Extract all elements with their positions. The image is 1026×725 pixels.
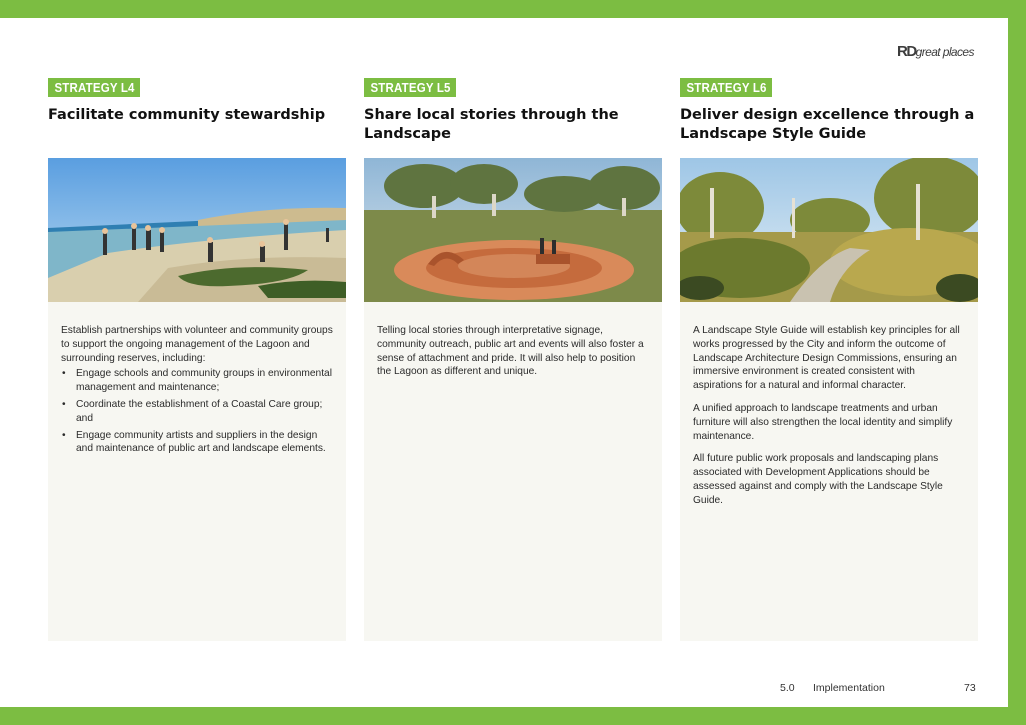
strategy-title: Share local stories through the Landscape (364, 107, 619, 142)
strategy-body (680, 302, 978, 641)
public-art-seating-photo (364, 158, 662, 302)
strategy-paragraph: All future public work proposals and landscaping plans associated with Development Applications should be assessed against and comply with the Landscape Style Guide. (693, 453, 943, 506)
strategy-body (364, 302, 662, 641)
strategy-paragraph: A unified approach to landscape treatments and urban furniture will also strengthen the local identity and simplify maintenance. (693, 402, 953, 442)
list-item: • Coordinate the establishment of a Coastal Care group; and (61, 398, 334, 426)
footer-section-number: 5.0 (780, 682, 795, 694)
strategy-badge: STRATEGY L6 (680, 78, 772, 97)
strategy-badge: STRATEGY L4 (48, 78, 140, 97)
strategy-l5-column (364, 78, 662, 641)
list-item: • Engage schools and community groups in environmental management and maintenance; (61, 367, 334, 395)
strategy-intro: Establish partnerships with volunteer and community groups to support the ongoing management of the Lagoon and surrounding reserves, including: (61, 325, 333, 364)
strategy-body (48, 302, 346, 641)
strategy-l6-column (680, 78, 978, 641)
document-page (0, 18, 1008, 707)
list-item: • Engage community artists and suppliers in the design and maintenance of public art and landscape elements. (61, 429, 334, 457)
beach-lagoon-photo (48, 158, 346, 302)
native-garden-photo (680, 158, 978, 302)
rd-great-places-logo (897, 43, 974, 61)
footer-section-title: Implementation (813, 682, 885, 694)
strategy-l4-column (48, 78, 346, 641)
strategy-paragraph: Telling local stories through interpretative signage, community outreach, public art and events will also foster a sense of attachment and pride. It will also help to position the Lagoon as different and unique. (377, 325, 644, 378)
strategy-badge: STRATEGY L5 (364, 78, 456, 97)
strategy-paragraph: A Landscape Style Guide will establish key principles for all works progressed by the City and inform the outcome of Landscape Architecture Design Commissions, ensuring an immersive environment is created consistent with aspirations for a natural and informal character. (693, 325, 960, 392)
page-number: 73 (964, 682, 976, 694)
strategy-title: Deliver design excellence through a Landscape Style Guide (680, 107, 975, 142)
strategy-title: Facilitate community stewardship (48, 107, 326, 123)
logo-text: great places (915, 45, 974, 59)
logo-mark: RD (897, 43, 916, 60)
strategy-bullet-list (61, 367, 334, 456)
